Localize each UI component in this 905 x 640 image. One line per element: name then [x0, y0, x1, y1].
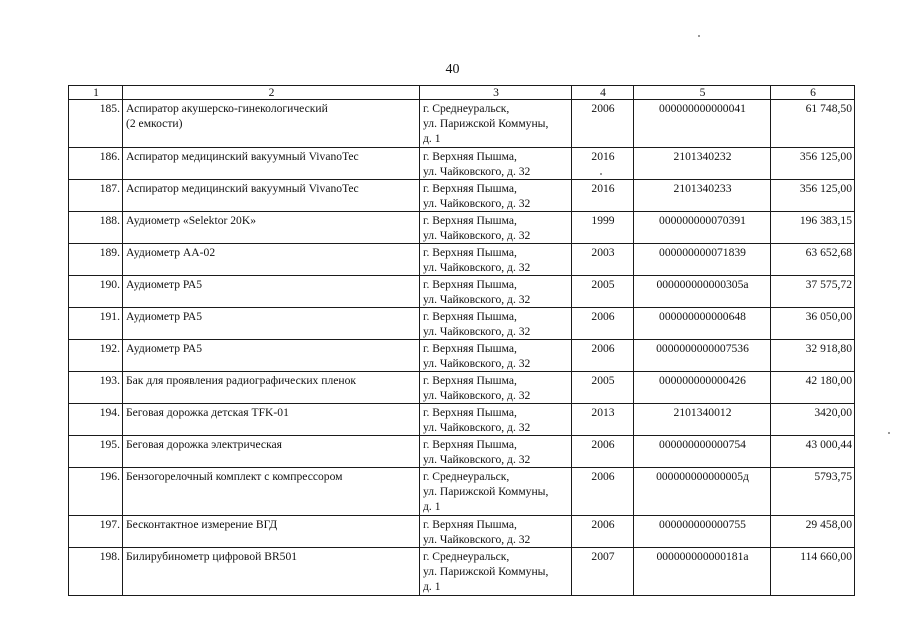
cell-address: г. Верхняя Пышма, ул. Чайковского, д. 32	[420, 308, 572, 340]
column-header-cost: 6	[771, 86, 855, 100]
cell-year: 1999	[572, 212, 634, 244]
cell-number: 190.	[69, 276, 123, 308]
column-header-address: 3	[420, 86, 572, 100]
cell-cost: 61 748,50	[771, 100, 855, 148]
table-row	[69, 180, 855, 212]
cell-cost: 43 000,44	[771, 436, 855, 468]
scan-speck	[888, 432, 890, 434]
table-row	[69, 468, 855, 516]
cell-inventory-number: 2101340233	[634, 180, 771, 212]
cell-address: г. Верхняя Пышма, ул. Чайковского, д. 32	[420, 180, 572, 212]
cell-year: 2006	[572, 308, 634, 340]
cell-address: г. Среднеуральск, ул. Парижской Коммуны, д. 1	[420, 100, 572, 148]
table-row	[69, 276, 855, 308]
cell-cost: 37 575,72	[771, 276, 855, 308]
table-row	[69, 212, 855, 244]
cell-year: 2006	[572, 340, 634, 372]
cell-year: 2006	[572, 436, 634, 468]
cell-number: 198.	[69, 548, 123, 596]
table-row	[69, 244, 855, 276]
cell-number: 187.	[69, 180, 123, 212]
cell-name: Аудиометр АА-02	[123, 244, 420, 276]
cell-name: Беговая дорожка детская TFK-01	[123, 404, 420, 436]
cell-year: 2016	[572, 180, 634, 212]
scan-speck	[600, 173, 602, 175]
scan-speck	[698, 35, 700, 37]
cell-inventory-number: 2101340232	[634, 148, 771, 180]
cell-number: 192.	[69, 340, 123, 372]
cell-cost: 356 125,00	[771, 148, 855, 180]
cell-address: г. Верхняя Пышма, ул. Чайковского, д. 32	[420, 244, 572, 276]
cell-name: Аудиометр РА5	[123, 276, 420, 308]
cell-number: 186.	[69, 148, 123, 180]
cell-inventory-number: 0000000000007536	[634, 340, 771, 372]
cell-address: г. Верхняя Пышма, ул. Чайковского, д. 32	[420, 148, 572, 180]
cell-cost: 3420,00	[771, 404, 855, 436]
cell-year: 2005	[572, 372, 634, 404]
table-row	[69, 100, 855, 148]
cell-name: Аудиометр «Selektor 20K»	[123, 212, 420, 244]
page-number: 40	[445, 62, 460, 77]
cell-cost: 356 125,00	[771, 180, 855, 212]
cell-cost: 29 458,00	[771, 516, 855, 548]
cell-name: Аспиратор медицинский вакуумный VivanoTec	[123, 148, 420, 180]
cell-year: 2005	[572, 276, 634, 308]
cell-name: Беговая дорожка электрическая	[123, 436, 420, 468]
cell-inventory-number: 000000000070391	[634, 212, 771, 244]
cell-cost: 196 383,15	[771, 212, 855, 244]
cell-address: г. Верхняя Пышма, ул. Чайковского, д. 32	[420, 516, 572, 548]
cell-address: г. Верхняя Пышма, ул. Чайковского, д. 32	[420, 436, 572, 468]
inventory-table	[68, 85, 855, 596]
cell-name: Бесконтактное измерение ВГД	[123, 516, 420, 548]
cell-year: 2013	[572, 404, 634, 436]
cell-inventory-number: 000000000000426	[634, 372, 771, 404]
cell-inventory-number: 000000000000005д	[634, 468, 771, 516]
cell-inventory-number: 2101340012	[634, 404, 771, 436]
cell-inventory-number: 000000000000181а	[634, 548, 771, 596]
cell-year: 2006	[572, 516, 634, 548]
cell-address: г. Верхняя Пышма, ул. Чайковского, д. 32	[420, 372, 572, 404]
cell-address: г. Среднеуральск, ул. Парижской Коммуны, д. 1	[420, 548, 572, 596]
cell-number: 193.	[69, 372, 123, 404]
cell-inventory-number: 000000000000754	[634, 436, 771, 468]
table-row	[69, 404, 855, 436]
table-row	[69, 148, 855, 180]
cell-year: 2016	[572, 148, 634, 180]
table-header-row	[69, 86, 855, 100]
cell-cost: 114 660,00	[771, 548, 855, 596]
cell-inventory-number: 000000000000755	[634, 516, 771, 548]
cell-year: 2006	[572, 100, 634, 148]
cell-inventory-number: 000000000000305а	[634, 276, 771, 308]
cell-cost: 36 050,00	[771, 308, 855, 340]
column-header-number: 1	[69, 86, 123, 100]
cell-inventory-number: 000000000071839	[634, 244, 771, 276]
cell-number: 196.	[69, 468, 123, 516]
cell-name: Аудиометр РА5	[123, 308, 420, 340]
column-header-inventory: 5	[634, 86, 771, 100]
table-row	[69, 516, 855, 548]
cell-number: 194.	[69, 404, 123, 436]
cell-number: 191.	[69, 308, 123, 340]
cell-year: 2003	[572, 244, 634, 276]
cell-name: Бак для проявления радиографических пленок	[123, 372, 420, 404]
cell-address: г. Верхняя Пышма, ул. Чайковского, д. 32	[420, 212, 572, 244]
cell-address: г. Верхняя Пышма, ул. Чайковского, д. 32	[420, 276, 572, 308]
cell-inventory-number: 000000000000041	[634, 100, 771, 148]
cell-name: Аспиратор медицинский вакуумный VivanoTec	[123, 180, 420, 212]
column-header-year: 4	[572, 86, 634, 100]
table-row	[69, 548, 855, 596]
cell-name: Аспиратор акушерско-гинекологический (2 емкости)	[123, 100, 420, 148]
cell-address: г. Среднеуральск, ул. Парижской Коммуны, д. 1	[420, 468, 572, 516]
cell-inventory-number: 000000000000648	[634, 308, 771, 340]
cell-name: Аудиометр РА5	[123, 340, 420, 372]
table-row	[69, 308, 855, 340]
cell-number: 185.	[69, 100, 123, 148]
table-row	[69, 372, 855, 404]
cell-cost: 42 180,00	[771, 372, 855, 404]
column-header-name: 2	[123, 86, 420, 100]
cell-address: г. Верхняя Пышма, ул. Чайковского, д. 32	[420, 340, 572, 372]
cell-address: г. Верхняя Пышма, ул. Чайковского, д. 32	[420, 404, 572, 436]
cell-cost: 63 652,68	[771, 244, 855, 276]
cell-number: 195.	[69, 436, 123, 468]
table-row	[69, 436, 855, 468]
cell-name: Билирубинометр цифровой BR501	[123, 548, 420, 596]
cell-cost: 5793,75	[771, 468, 855, 516]
cell-number: 188.	[69, 212, 123, 244]
cell-year: 2007	[572, 548, 634, 596]
cell-name: Бензогорелочный комплект с компрессором	[123, 468, 420, 516]
cell-year: 2006	[572, 468, 634, 516]
table-body	[69, 100, 855, 596]
table-row	[69, 340, 855, 372]
cell-cost: 32 918,80	[771, 340, 855, 372]
cell-number: 189.	[69, 244, 123, 276]
cell-number: 197.	[69, 516, 123, 548]
